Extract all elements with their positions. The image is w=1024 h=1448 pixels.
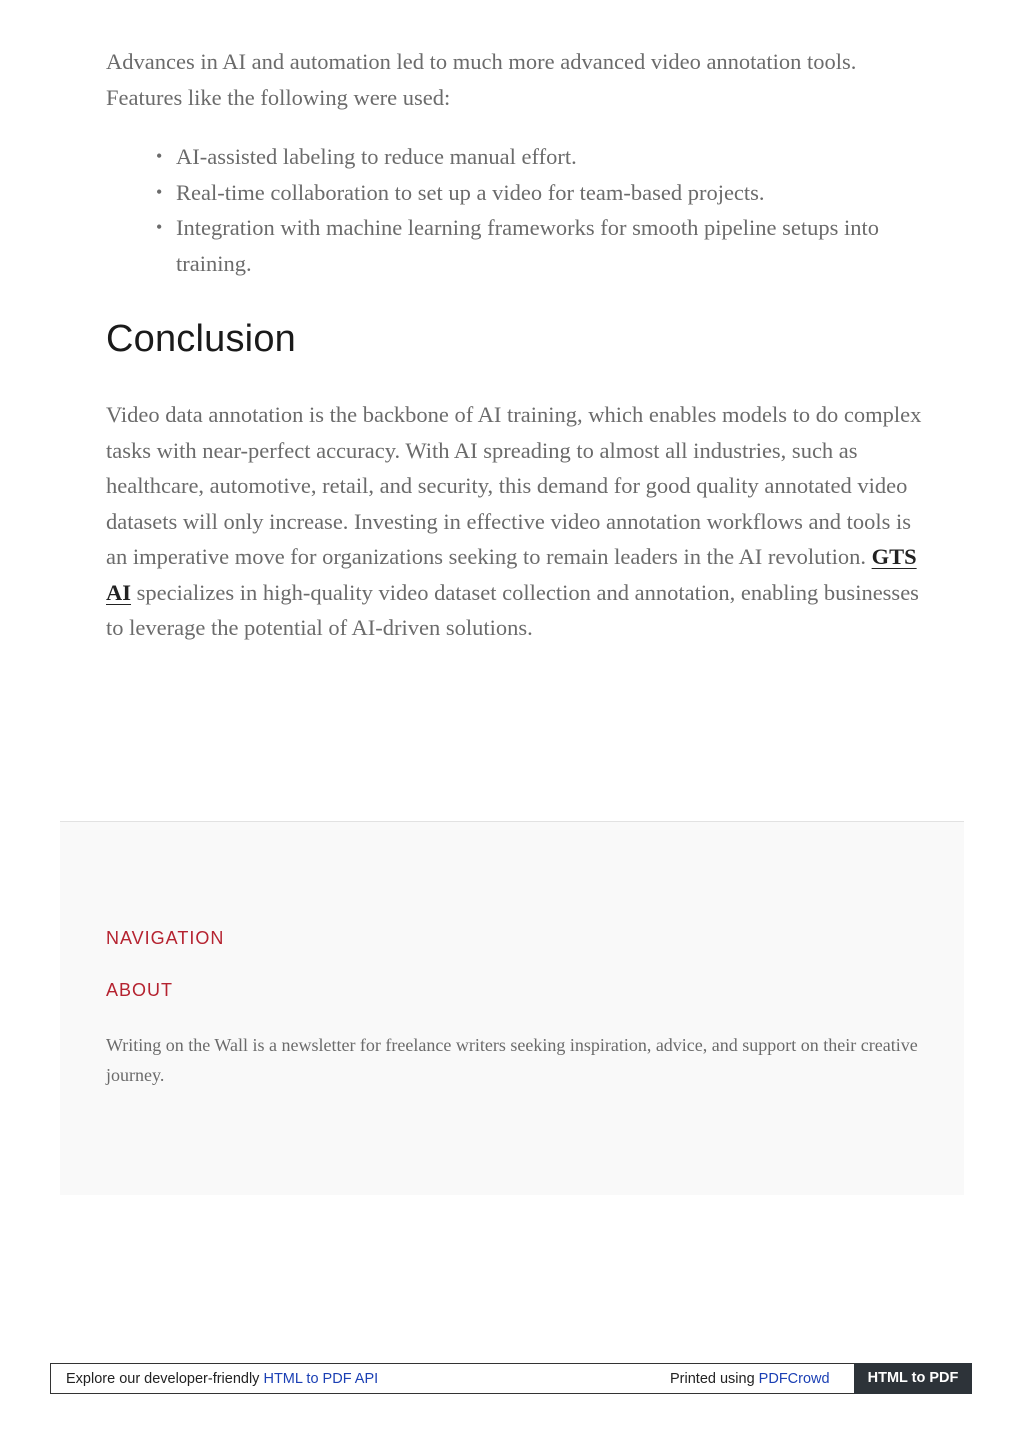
conclusion-text-after-link: specializes in high-quality video dataset collection and annotation, enabling businesses to leverage the potential of AI-driven solutions. [106, 579, 919, 640]
html-to-pdf-api-link[interactable]: HTML to PDF API [263, 1371, 379, 1387]
gts-ai-link[interactable]: GTS AI [106, 544, 917, 605]
article-body [106, 44, 926, 646]
conclusion-text-before-link: Video data annotation is the backbone of AI training, which enables models to do complex tasks with near-perfect accuracy. With AI spreading to almost all industries, such as healthcare, automotive, retail, and security, this demand for good quality annotated video datasets will only increase. Investing in effective video annotation workflows and tools is an imperative move for organizations seeking to remain leaders in the AI revolution. [106, 402, 922, 569]
feature-list [106, 139, 926, 281]
navigation-heading: NAVIGATION [106, 928, 225, 948]
about-heading: ABOUT [106, 980, 174, 1000]
list-item: • Real-time collaboration to set up a video for team-based projects. [176, 175, 926, 211]
site-footer [60, 821, 964, 1195]
banner-middle [670, 1371, 830, 1387]
conclusion-heading: Conclusion [106, 318, 296, 360]
conclusion-paragraph [106, 397, 926, 646]
banner-left [66, 1371, 378, 1387]
html-to-pdf-button[interactable]: HTML to PDF [854, 1363, 972, 1394]
intro-paragraph: Advances in AI and automation led to much more advanced video annotation tools. Features like the following were used: [106, 49, 857, 110]
banner-left-text: Explore our developer-friendly [66, 1371, 264, 1387]
pdfcrowd-link[interactable]: PDFCrowd [758, 1371, 830, 1387]
banner-mid-text: Printed using [670, 1371, 759, 1387]
about-text: Writing on the Wall is a newsletter for freelance writers seeking inspiration, advice, and support on their creative journey. [106, 1035, 918, 1085]
list-item: • AI-assisted labeling to reduce manual effort. [176, 139, 926, 175]
list-item: • Integration with machine learning frameworks for smooth pipeline setups into training. [176, 210, 926, 281]
pdfcrowd-banner [50, 1363, 972, 1394]
